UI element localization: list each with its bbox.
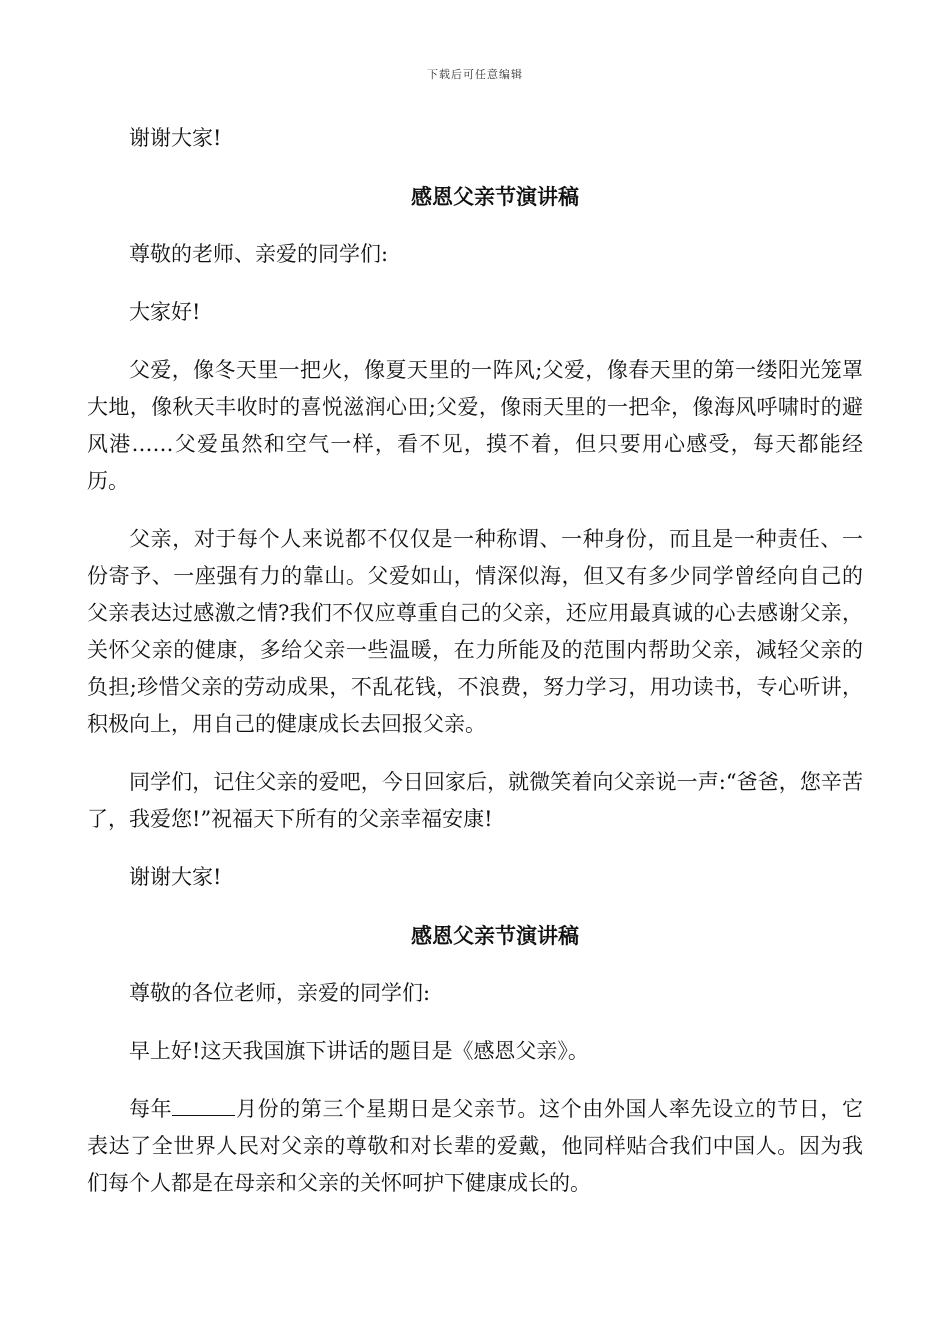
greeting: 大家好! bbox=[129, 300, 201, 324]
closing-thanks: 谢谢大家! bbox=[129, 865, 222, 889]
salutation: 尊敬的各位老师，亲爱的同学们: bbox=[129, 981, 431, 1005]
salutation: 尊敬的老师、亲爱的同学们: bbox=[129, 242, 389, 266]
text-before-blank: 每年 bbox=[129, 1097, 173, 1121]
blank-underline bbox=[172, 1094, 235, 1116]
text-after-blank: 月份的第三个星期日是父亲节。这个由外国人率先设立的节日，它表达了全世界人民对父亲的尊敬和对长辈的爱戴，他同样贴合我们中国人。因为我们每个人都是在母亲和父亲的关怀呵护下健康成长的。 bbox=[87, 1097, 864, 1195]
body-paragraph: 父亲，对于每个人来说都不仅仅是一种称谓、一种身份，而且是一种责任、一份寄予、一座强有力的靠山。父爱如山，情深似海，但又有多少同学曾经向自己的父亲表达过感激之情?我们不仅应尊重自己的父亲，还应用最真诚的心去感谢父亲，关怀父亲的健康，多给父亲一些温暖，在力所能及的范围内帮助父亲，减轻父亲的负担;珍惜父亲的劳动成果，不乱花钱，不浪费，努力学习，用功读书，专心听讲，积极向上，用自己的健康成长去回报父亲。 bbox=[87, 527, 863, 736]
page-header: 下载后可任意编辑 bbox=[427, 68, 523, 81]
greeting: 早上好!这天我国旗下讲话的题目是《感恩父亲》。 bbox=[129, 1039, 589, 1063]
speech-title: 感恩父亲节演讲稿 bbox=[411, 184, 579, 209]
body-paragraph bbox=[87, 1091, 863, 1202]
document-body bbox=[87, 120, 863, 1223]
speech-title: 感恩父亲节演讲稿 bbox=[411, 923, 579, 948]
body-paragraph: 同学们，记住父亲的爱吧，今日回家后，就微笑着向父亲说一声:“爸爸，您辛苦了，我爱您!”祝福天下所有的父亲幸福安康! bbox=[87, 770, 863, 831]
closing-thanks: 谢谢大家! bbox=[129, 126, 222, 150]
body-paragraph: 父爱，像冬天里一把火，像夏天里的一阵风;父爱，像春天里的第一缕阳光笼罩大地，像秋天丰收时的喜悦滋润心田;父爱，像雨天里的一把伞，像海风呼啸时的避风港……父爱虽然和空气一样，看不见，摸不着，但只要用心感受，每天都能经历。 bbox=[87, 358, 863, 493]
